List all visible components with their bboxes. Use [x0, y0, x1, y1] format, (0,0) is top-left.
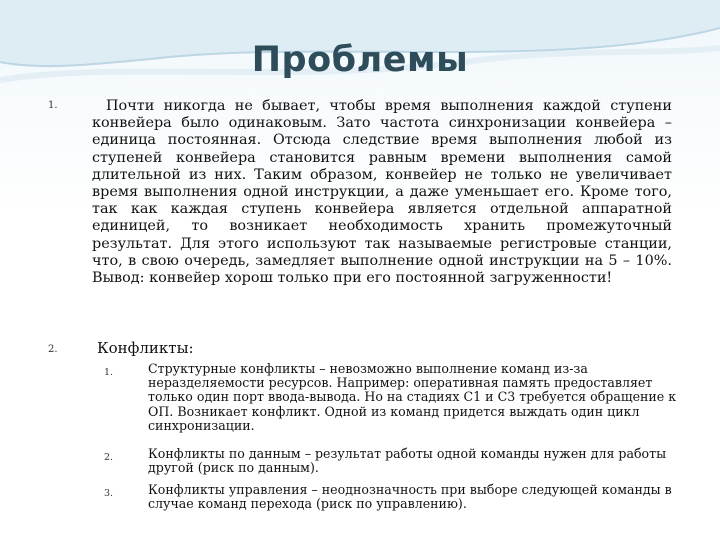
sublist-number-3: 3. [104, 488, 114, 499]
sublist-item-data-conflicts: Конфликты по данным – результат работы одной команды нужен для работы другой (риск по данным). [148, 446, 667, 476]
list-number-1: 1. [48, 100, 58, 111]
sublist-number-1: 1. [104, 367, 114, 378]
list-item-2-heading: Конфликты: [97, 339, 194, 357]
slide-title: Проблемы [251, 40, 469, 80]
sublist-number-2: 2. [104, 452, 114, 463]
sublist-item-control-conflicts: Конфликты управления – неоднозначность при выборе следующей команды в случае команд перехода (риск по управлению). [148, 482, 672, 512]
list-item-1-text: Почти никогда не бывает, чтобы время выполнения каждой ступени конвейера было одинаковым. Зато частота синхронизации конвейера – единица постоянная. Отсюда следствие время выполнения любой из ступеней конвейера становится равным времени выполнения самой длительной из них. Таким образом, конвейер не только не увеличивает время выполнения одной инструкции, а даже уменьшает его. Кроме того, так как каждая ступень конвейера является отдельной аппаратной единицей, то возникает необходимость хранить промежуточный результат. Для этого используют так называемые регистровые станции, что, в свою очередь, замедляет выполнение одной инструкции на 5 – 10%. Вывод: конвейер хорош только при его постоянной загруженности! [92, 98, 672, 287]
list-number-2: 2. [48, 344, 58, 355]
sublist-item-structural-conflicts: Структурные конфликты – невозможно выполнение команд из-за неразделяемости ресурсов. Например: оперативная память предоставляет только один порт ввода-вывода. Но на стадиях С1 и С3 требуется обращение к ОП. Возникает конфликт. Одной из команд придется выждать один цикл синхронизации. [148, 361, 677, 433]
